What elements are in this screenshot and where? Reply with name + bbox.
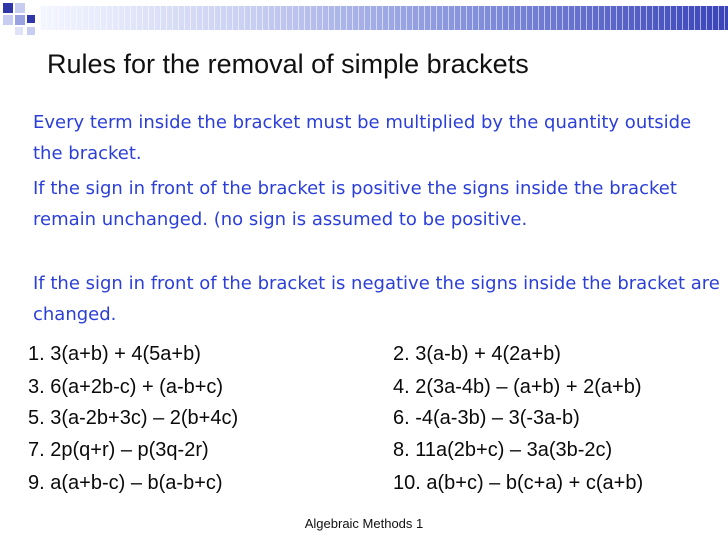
decorative-square bbox=[27, 15, 35, 23]
exercise-2: 2. 3(a-b) + 4(2a+b) bbox=[393, 343, 561, 365]
decorative-square bbox=[3, 3, 13, 13]
slide-footer: Algebraic Methods 1 bbox=[304, 516, 424, 531]
slide-title: Rules for the removal of simple brackets bbox=[47, 49, 529, 79]
exercise-7: 7. 2p(q+r) – p(3q-2r) bbox=[28, 439, 209, 461]
rule-multiply-term: Every term inside the bracket must be multiplied by the quantity outside the bracket. bbox=[33, 112, 692, 164]
exercise-3: 3. 6(a+2b-c) + (a-b+c) bbox=[28, 376, 224, 398]
exercise-6: 6. -4(a-3b) – 3(-3a-b) bbox=[393, 407, 580, 429]
header-banner bbox=[0, 0, 728, 46]
decorative-square bbox=[3, 15, 13, 25]
decorative-square bbox=[15, 27, 23, 35]
rule-positive-sign: If the sign in front of the bracket is positive the signs inside the bracket remain unchanged. (no sign is assumed to be positive. bbox=[33, 178, 677, 230]
exercise-9: 9. a(a+b-c) – b(a-b+c) bbox=[28, 472, 223, 494]
decorative-square bbox=[15, 3, 25, 13]
exercise-4: 4. 2(3a-4b) – (a+b) + 2(a+b) bbox=[393, 376, 642, 398]
gradient-stripe-bar bbox=[40, 6, 728, 30]
rule-negative-sign: If the sign in front of the bracket is negative the signs inside the bracket are changed. bbox=[33, 273, 720, 325]
exercise-10: 10. a(b+c) – b(c+a) + c(a+b) bbox=[393, 472, 644, 494]
decorative-square bbox=[15, 15, 25, 25]
exercise-5: 5. 3(a-2b+3c) – 2(b+4c) bbox=[28, 407, 239, 429]
exercise-1: 1. 3(a+b) + 4(5a+b) bbox=[28, 343, 201, 365]
exercise-8: 8. 11a(2b+c) – 3a(3b-2c) bbox=[393, 439, 613, 461]
decorative-square bbox=[27, 27, 35, 35]
